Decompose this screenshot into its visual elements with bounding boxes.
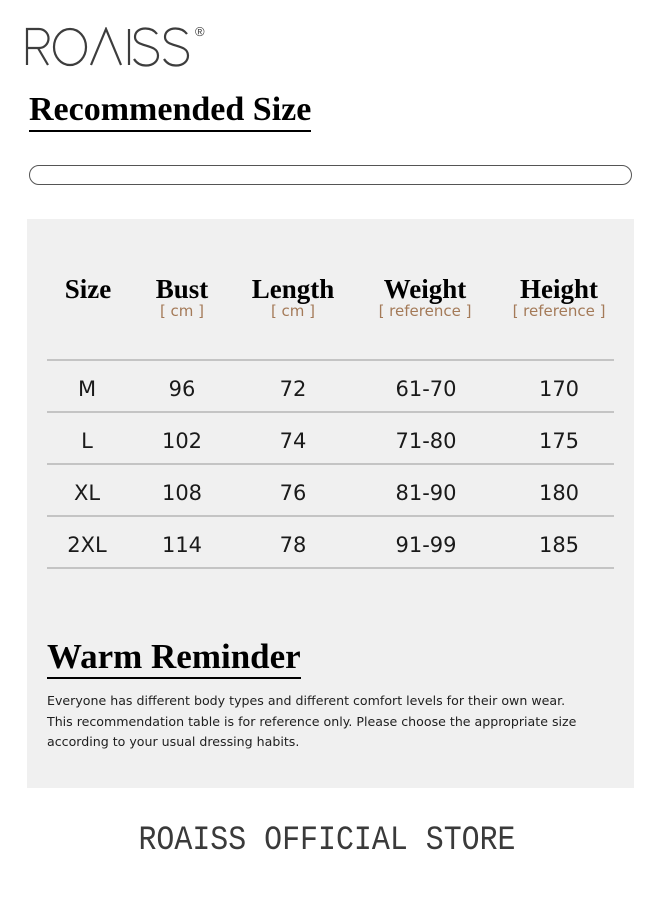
cell-length: 76: [279, 481, 307, 505]
table-divider: [47, 567, 614, 569]
header-size: [48, 273, 128, 305]
header-height-unit: [ reference ]: [512, 302, 606, 320]
header-height: [494, 273, 624, 319]
cell-size: 2XL: [67, 533, 107, 557]
header-length: [233, 273, 353, 319]
cell-bust: 102: [161, 429, 203, 453]
page-title: Recommended Size: [29, 90, 311, 132]
brand-logo: [24, 24, 205, 67]
header-bust: [132, 273, 232, 319]
store-name: ROAISS OFFICIAL STORE: [138, 822, 516, 860]
table-divider: [47, 463, 614, 465]
reminder-line: This recommendation table is for reference only. Please choose the appropriate size: [47, 713, 577, 729]
reminder-line: according to your usual dressing habits.: [47, 734, 300, 749]
header-size-label: Size: [64, 274, 112, 304]
decorative-pill-bar: [29, 165, 632, 185]
cell-length: 72: [279, 377, 307, 401]
header-length-label: Length: [251, 274, 335, 304]
cell-height: 175: [538, 429, 580, 453]
header-weight-label: Weight: [383, 274, 467, 304]
cell-weight: 61-70: [395, 377, 457, 401]
header-weight: [360, 273, 490, 319]
registered-mark: ®: [195, 24, 205, 39]
table-divider: [47, 359, 614, 361]
reminder-line: Everyone has different body types and different comfort levels for their own wear.: [47, 693, 566, 708]
cell-weight: 91-99: [395, 533, 457, 557]
header-weight-unit: [ reference ]: [378, 302, 472, 320]
table-divider: [47, 515, 614, 517]
reminder-title: Warm Reminder: [47, 637, 301, 679]
header-length-unit: [ cm ]: [270, 302, 316, 320]
cell-height: 170: [538, 377, 580, 401]
cell-bust: 96: [168, 377, 196, 401]
table-divider: [47, 411, 614, 413]
header-height-label: Height: [520, 274, 598, 304]
cell-length: 74: [279, 429, 307, 453]
cell-weight: 81-90: [395, 481, 457, 505]
cell-weight: 71-80: [395, 429, 457, 453]
header-bust-unit: [ cm ]: [159, 302, 205, 320]
cell-bust: 108: [161, 481, 203, 505]
cell-length: 78: [279, 533, 307, 557]
cell-bust: 114: [161, 533, 203, 557]
header-bust-label: Bust: [155, 274, 209, 304]
cell-height: 185: [538, 533, 580, 557]
reminder-body: [47, 691, 607, 753]
roaiss-logo-icon: [24, 27, 192, 67]
cell-size: XL: [73, 481, 101, 505]
cell-size: M: [77, 377, 97, 401]
cell-size: L: [81, 429, 93, 453]
cell-height: 180: [538, 481, 580, 505]
